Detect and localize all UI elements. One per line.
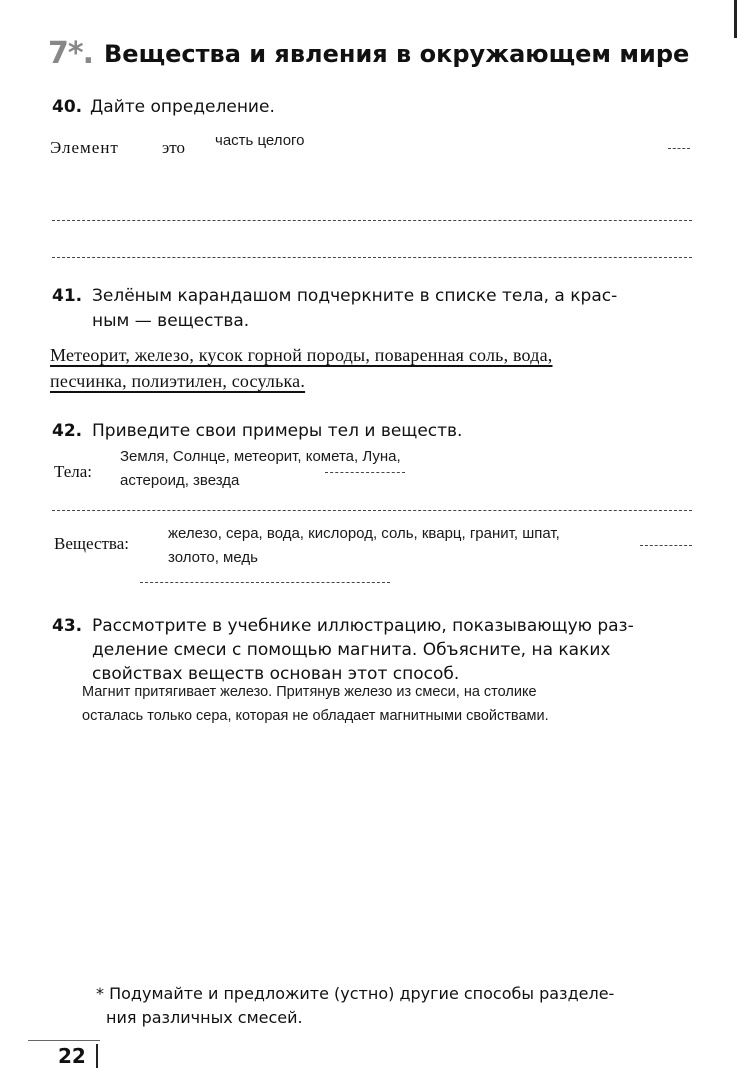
answer-line	[668, 148, 690, 149]
chapter-title: Вещества и явления в окружающем мире	[104, 40, 690, 68]
answer-line	[52, 257, 692, 258]
q43-text-line1: Рассмотрите в учебнике иллюстрацию, показывающую раз-	[92, 616, 634, 636]
q40-dash-word: это	[162, 138, 186, 157]
q41-list-line1: Метеорит, железо, кусок горной породы, поваренная соль, вода,	[50, 345, 553, 365]
q42-number: 42.	[52, 421, 83, 441]
q43-number: 43.	[52, 616, 83, 636]
answer-line	[52, 220, 692, 221]
page-number-rule	[28, 1040, 100, 1041]
page-number-bar	[96, 1044, 98, 1068]
answer-line	[325, 472, 405, 473]
q43-text-line2: деление смеси с помощью магнита. Объясните, на каких	[92, 640, 611, 660]
answer-line	[140, 582, 390, 583]
q43-answer-line1: Магнит притягивает железо. Притянув железо из смеси, на столике	[82, 684, 537, 700]
answer-line	[52, 510, 692, 511]
page-number: 22	[58, 1044, 86, 1068]
q40-term: Элемент	[50, 138, 119, 157]
q42-bodies-line2: астероид, звезда	[120, 472, 240, 489]
q40-answer: часть целого	[215, 132, 305, 149]
q42-text: Приведите свои примеры тел и веществ.	[92, 421, 463, 441]
footnote-line1: * Подумайте и предложите (устно) другие способы разделе-	[96, 984, 615, 1003]
page-corner-mark	[734, 0, 737, 38]
q42-substances-line1: железо, сера, вода, кислород, соль, кварц, гранит, шпат,	[168, 525, 560, 542]
q41-text-line2: ным — вещества.	[92, 311, 250, 331]
q42-substances-line2: золото, медь	[168, 549, 258, 566]
q41-text-line1: Зелёным карандашом подчеркните в списке тела, а крас-	[92, 286, 618, 306]
q41-list-line2: песчинка, полиэтилен, сосулька.	[50, 371, 306, 391]
q42-bodies-label: Тела:	[54, 462, 93, 481]
q43-text-line3: свойствах веществ основан этот способ.	[92, 664, 460, 684]
chapter-number: 7*.	[48, 36, 93, 71]
answer-line	[640, 545, 692, 546]
q40-number: 40.	[52, 97, 83, 117]
q41-number: 41.	[52, 286, 83, 306]
q42-bodies-line1: Земля, Солнце, метеорит, комета, Луна,	[120, 448, 401, 465]
q43-answer-line2: осталась только сера, которая не обладает магнитными свойствами.	[82, 708, 549, 724]
footnote-line2: ния различных смесей.	[106, 1008, 303, 1027]
q40-text: Дайте определение.	[90, 97, 275, 117]
q42-substances-label: Вещества:	[54, 534, 129, 553]
